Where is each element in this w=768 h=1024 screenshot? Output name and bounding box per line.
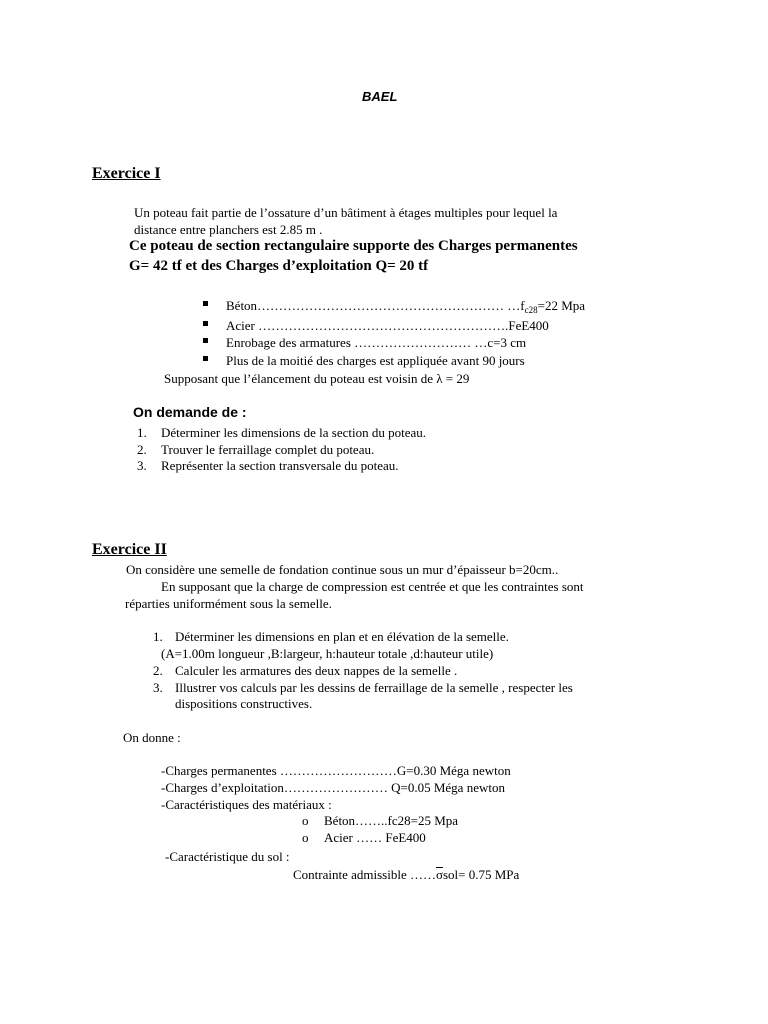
ex1-bullet-charges: Plus de la moitié des charges est appliquée avant 90 jours [226, 353, 525, 368]
circle-bullet-icon: o [302, 830, 309, 845]
list-item: 1. [137, 425, 147, 440]
ex2-caracteristique-sol: -Caractéristique du sol : [165, 849, 290, 864]
beton-value: =22 Mpa [537, 298, 586, 313]
ex1-intro-line-1: Un poteau fait partie de l’ossature d’un bâtiment à étages multiples pour lequel la [134, 205, 558, 220]
ex2-charges-exploitation: -Charges d’exploitation…………………… Q=0.05 Méga newton [161, 780, 505, 795]
ex1-bullet-acier: Acier ………………………………………………….FeE400 [226, 318, 549, 333]
ex2-contrainte-admissible [293, 866, 519, 883]
list-item-text: Calculer les armatures des deux nappes de la semelle . [175, 663, 458, 678]
list-item: 3. [153, 680, 163, 695]
ex2-caracteristiques-materiaux: -Caractéristiques des matériaux : [161, 797, 332, 812]
ex1-demande-title: On demande de : [133, 404, 247, 420]
square-bullet-icon [203, 321, 208, 326]
list-item-text: Trouver le ferraillage complet du poteau. [161, 442, 375, 457]
list-item-text: Représenter la section transversale du poteau. [161, 458, 399, 473]
ex1-bullet-enrobage: Enrobage des armatures ……………………… …c=3 cm [226, 335, 527, 350]
contrainte-label: Contrainte admissible …… [293, 867, 436, 882]
exercise-2-title: Exercice II [92, 541, 167, 558]
sigma-bar-symbol: σ [435, 867, 443, 882]
list-item-text: Déterminer les dimensions en plan et en élévation de la semelle. [175, 629, 509, 644]
list-item-text: (A=1.00m longueur ,B:largeur, h:hauteur totale ,d:hauteur utile) [161, 646, 494, 661]
list-item: 1. [153, 629, 163, 644]
square-bullet-icon [203, 338, 208, 343]
list-item: 2. [137, 442, 147, 457]
ex1-suppose: Supposant que l’élancement du poteau est voisin de λ = 29 [164, 371, 470, 386]
list-item-text: dispositions constructives. [175, 696, 313, 711]
square-bullet-icon [203, 301, 208, 306]
ex2-line-2: En supposant que la charge de compression est centrée et que les contraintes sont [161, 579, 584, 594]
ex2-mat-acier: Acier …… FeE400 [324, 830, 426, 845]
ex1-intro-line-2: distance entre planchers est 2.85 m . [134, 222, 323, 237]
ex1-bold-line-2: G= 42 tf et des Charges d’exploitation Q= 20 tf [129, 258, 429, 274]
square-bullet-icon [203, 356, 208, 361]
ex2-line-3: réparties uniformément sous la semelle. [125, 596, 332, 611]
ex2-line-1: On considère une semelle de fondation continue sous un mur d’épaisseur b=20cm.. [126, 562, 559, 577]
ex2-on-donne: On donne : [123, 730, 181, 745]
beton-label: Béton………………………………………………… …f [226, 298, 525, 313]
circle-bullet-icon: o [302, 813, 309, 828]
list-item: 2. [153, 663, 163, 678]
document-title: BAEL [362, 89, 398, 104]
ex2-charges-permanentes: -Charges permanentes ………………………G=0.30 Méga newton [161, 763, 511, 778]
ex1-bullet-beton [226, 297, 585, 319]
contrainte-value: sol= 0.75 MPa [443, 867, 520, 882]
list-item: 3. [137, 458, 147, 473]
ex2-mat-beton: Béton……..fc28=25 Mpa [324, 813, 459, 828]
list-item-text: Illustrer vos calculs par les dessins de ferraillage de la semelle , respecter les [175, 680, 573, 695]
fc28-subscript: c28 [524, 305, 538, 315]
ex1-bold-line-1: Ce poteau de section rectangulaire supporte des Charges permanentes [129, 238, 578, 254]
exercise-1-title: Exercice I [92, 165, 161, 182]
list-item-text: Déterminer les dimensions de la section du poteau. [161, 425, 426, 440]
